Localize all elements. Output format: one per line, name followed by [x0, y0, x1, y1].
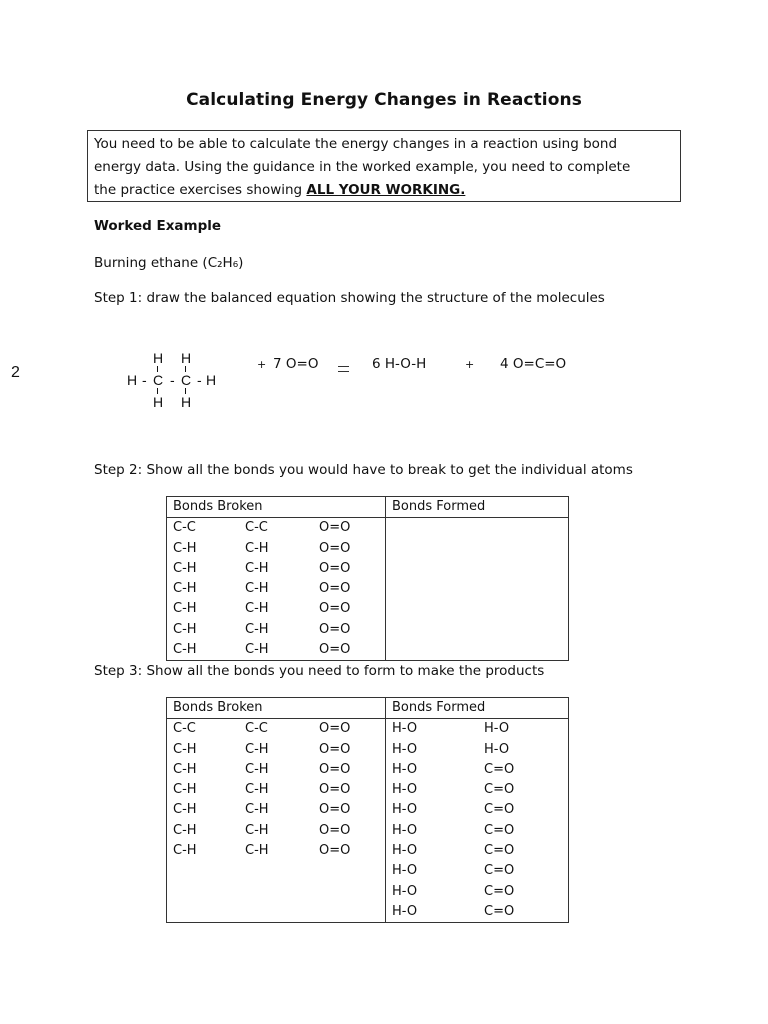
- equation-equals-sign: [338, 366, 349, 372]
- ethane-c-right: C: [181, 372, 192, 388]
- bond-formed-entry: H-O: [392, 802, 418, 818]
- bond-broken-entry: C-H: [245, 741, 269, 757]
- bond-formed-entry: C=O: [484, 883, 515, 899]
- bond-formed-entry: H-O: [392, 721, 418, 737]
- bonds-table-step-3: [166, 697, 569, 923]
- bond-broken-entry: C-C: [173, 721, 196, 737]
- instructions-line-1: You need to be able to calculate the energy changes in a reaction using bond: [94, 136, 618, 152]
- page-number: 2: [11, 364, 20, 381]
- bond-broken-entry: O=O: [319, 782, 351, 798]
- bonds-broken-cell: [167, 640, 386, 661]
- bonds-broken-cell: [167, 599, 386, 619]
- bond-formed-entry: H-O: [392, 863, 418, 879]
- bond-broken-entry: C-H: [173, 843, 197, 859]
- bond-broken-entry: O=O: [319, 601, 351, 617]
- bonds-broken-cell: [167, 861, 386, 881]
- equation-oxygen: 7 O=O: [273, 356, 319, 372]
- bonds-formed-cell: [386, 640, 569, 661]
- bond-broken-entry: C-H: [173, 540, 197, 556]
- bond-broken-entry: C-H: [173, 761, 197, 777]
- bonds-formed-cell: [386, 800, 569, 820]
- instructions-emphasis: ALL YOUR WORKING.: [306, 182, 466, 198]
- step-2-text: Step 2: Show all the bonds you would have to break to get the individual atoms: [94, 462, 633, 478]
- ethane-dash-2: -: [170, 372, 175, 388]
- bonds-formed-cell: [386, 821, 569, 841]
- table-row: [167, 841, 569, 861]
- bonds-formed-cell: [386, 620, 569, 640]
- bond-formed-entry: H-O: [392, 822, 418, 838]
- table-row: [167, 882, 569, 902]
- equation-water: 6 H-O-H: [372, 356, 427, 372]
- bonds-formed-cell: [386, 518, 569, 539]
- step-3-text: Step 3: Show all the bonds you need to form to make the products: [94, 663, 545, 679]
- bond-broken-entry: C-H: [173, 621, 197, 637]
- bonds-broken-cell: [167, 760, 386, 780]
- bond-formed-entry: H-O: [392, 883, 418, 899]
- table-row: [167, 559, 569, 579]
- bonds-table-step-2: [166, 496, 569, 661]
- bonds-broken-cell: [167, 719, 386, 740]
- instructions-box: [87, 130, 681, 202]
- table-row: [167, 800, 569, 820]
- bond-broken-entry: O=O: [319, 642, 351, 658]
- burning-ethane-text: Burning ethane (C₂H₆): [94, 255, 244, 271]
- bond-broken-entry: C-H: [245, 601, 269, 617]
- bonds-formed-cell: [386, 579, 569, 599]
- bond-broken-entry: C-C: [245, 520, 268, 536]
- bond-broken-entry: O=O: [319, 520, 351, 536]
- bond-broken-entry: C-C: [245, 721, 268, 737]
- bond-broken-entry: C-H: [245, 802, 269, 818]
- bond-broken-entry: O=O: [319, 560, 351, 576]
- bonds-formed-cell: [386, 861, 569, 881]
- bond-formed-entry: C=O: [484, 782, 515, 798]
- bonds-formed-cell: [386, 740, 569, 760]
- ethane-h-top-right: H: [181, 350, 192, 366]
- table-row: [167, 518, 569, 539]
- bonds-broken-header: Bonds Broken: [167, 497, 386, 518]
- bond-broken-entry: O=O: [319, 761, 351, 777]
- ethane-h-right: H: [206, 372, 217, 388]
- bonds-formed-cell: [386, 902, 569, 923]
- ethane-h-left: H: [127, 372, 138, 388]
- bond-broken-entry: C-H: [245, 843, 269, 859]
- bonds-broken-cell: [167, 620, 386, 640]
- bonds-broken-cell: [167, 821, 386, 841]
- ethane-c-left: C: [153, 372, 164, 388]
- table-row: [167, 579, 569, 599]
- bond-formed-entry: H-O: [392, 903, 418, 919]
- table-row: [167, 821, 569, 841]
- table-row: [167, 902, 569, 923]
- bonds-broken-cell: [167, 579, 386, 599]
- bonds-broken-cell: [167, 800, 386, 820]
- bonds-formed-cell: [386, 780, 569, 800]
- step-1-text: Step 1: draw the balanced equation showing the structure of the molecules: [94, 290, 605, 306]
- table-row: [167, 861, 569, 881]
- bond-broken-entry: C-H: [245, 621, 269, 637]
- bonds-formed-header: Bonds Formed: [386, 497, 569, 518]
- bond-broken-entry: O=O: [319, 621, 351, 637]
- bond-broken-entry: C-H: [173, 802, 197, 818]
- equation-plus-2: +: [465, 358, 475, 371]
- table-row: [167, 780, 569, 800]
- bond-formed-entry: C=O: [484, 802, 515, 818]
- bonds-broken-cell: [167, 518, 386, 539]
- bond-broken-entry: C-H: [173, 601, 197, 617]
- table-row: [167, 599, 569, 619]
- page-title: Calculating Energy Changes in Reactions: [186, 90, 582, 110]
- ethane-structure: [127, 350, 227, 410]
- bond-broken-entry: C-H: [245, 761, 269, 777]
- equation-plus-1: +: [257, 358, 267, 371]
- bond-formed-entry: H-O: [484, 741, 510, 757]
- instructions-line-3-prefix: the practice exercises showing: [94, 182, 307, 198]
- bonds-formed-cell: [386, 539, 569, 559]
- bond-broken-entry: C-H: [245, 540, 269, 556]
- bonds-formed-cell: [386, 760, 569, 780]
- bond-broken-entry: O=O: [319, 741, 351, 757]
- bonds-broken-header: Bonds Broken: [167, 698, 386, 719]
- bonds-formed-cell: [386, 882, 569, 902]
- instructions-line-2: energy data. Using the guidance in the worked example, you need to complete: [94, 159, 631, 175]
- bond-formed-entry: C=O: [484, 822, 515, 838]
- bond-broken-entry: C-H: [245, 782, 269, 798]
- equation-co2: 4 O=C=O: [500, 356, 567, 372]
- bond-formed-entry: H-O: [484, 721, 510, 737]
- table-row: [167, 539, 569, 559]
- bonds-formed-cell: [386, 719, 569, 740]
- bond-broken-entry: C-H: [173, 581, 197, 597]
- bonds-broken-cell: [167, 841, 386, 861]
- bond-broken-entry: O=O: [319, 843, 351, 859]
- bond-formed-entry: H-O: [392, 782, 418, 798]
- bond-broken-entry: O=O: [319, 581, 351, 597]
- bond-formed-entry: C=O: [484, 863, 515, 879]
- bonds-broken-cell: [167, 539, 386, 559]
- bond-broken-entry: O=O: [319, 822, 351, 838]
- ethane-h-top-left: H: [153, 350, 164, 366]
- bonds-formed-cell: [386, 599, 569, 619]
- bond-broken-entry: C-H: [173, 822, 197, 838]
- table-row: [167, 640, 569, 661]
- bond-formed-entry: H-O: [392, 843, 418, 859]
- bond-broken-entry: C-H: [173, 560, 197, 576]
- bonds-broken-cell: [167, 780, 386, 800]
- bond-formed-entry: H-O: [392, 761, 418, 777]
- table-row: [167, 740, 569, 760]
- bond-formed-entry: C=O: [484, 761, 515, 777]
- bond-broken-entry: C-H: [245, 822, 269, 838]
- bond-broken-entry: O=O: [319, 540, 351, 556]
- bond-broken-entry: C-H: [245, 642, 269, 658]
- bonds-broken-cell: [167, 882, 386, 902]
- ethane-dash-1: -: [142, 372, 147, 388]
- table-row: [167, 760, 569, 780]
- bond-formed-entry: C=O: [484, 843, 515, 859]
- bond-broken-entry: O=O: [319, 721, 351, 737]
- bond-broken-entry: C-H: [173, 642, 197, 658]
- bonds-formed-header: Bonds Formed: [386, 698, 569, 719]
- bond-formed-entry: C=O: [484, 903, 515, 919]
- worked-example-heading: Worked Example: [94, 218, 222, 234]
- table-row: [167, 719, 569, 740]
- ethane-h-bottom-left: H: [153, 394, 164, 410]
- bonds-broken-cell: [167, 902, 386, 923]
- bonds-broken-cell: [167, 740, 386, 760]
- table-row: [167, 620, 569, 640]
- bonds-broken-cell: [167, 559, 386, 579]
- bonds-formed-cell: [386, 841, 569, 861]
- bond-broken-entry: C-H: [245, 560, 269, 576]
- bond-broken-entry: C-H: [173, 741, 197, 757]
- instructions-line-3: [94, 179, 674, 202]
- bond-formed-entry: H-O: [392, 741, 418, 757]
- bonds-formed-cell: [386, 559, 569, 579]
- bond-broken-entry: C-C: [173, 520, 196, 536]
- bond-broken-entry: C-H: [245, 581, 269, 597]
- ethane-h-bottom-right: H: [181, 394, 192, 410]
- bond-broken-entry: C-H: [173, 782, 197, 798]
- ethane-dash-3: -: [197, 372, 202, 388]
- bond-broken-entry: O=O: [319, 802, 351, 818]
